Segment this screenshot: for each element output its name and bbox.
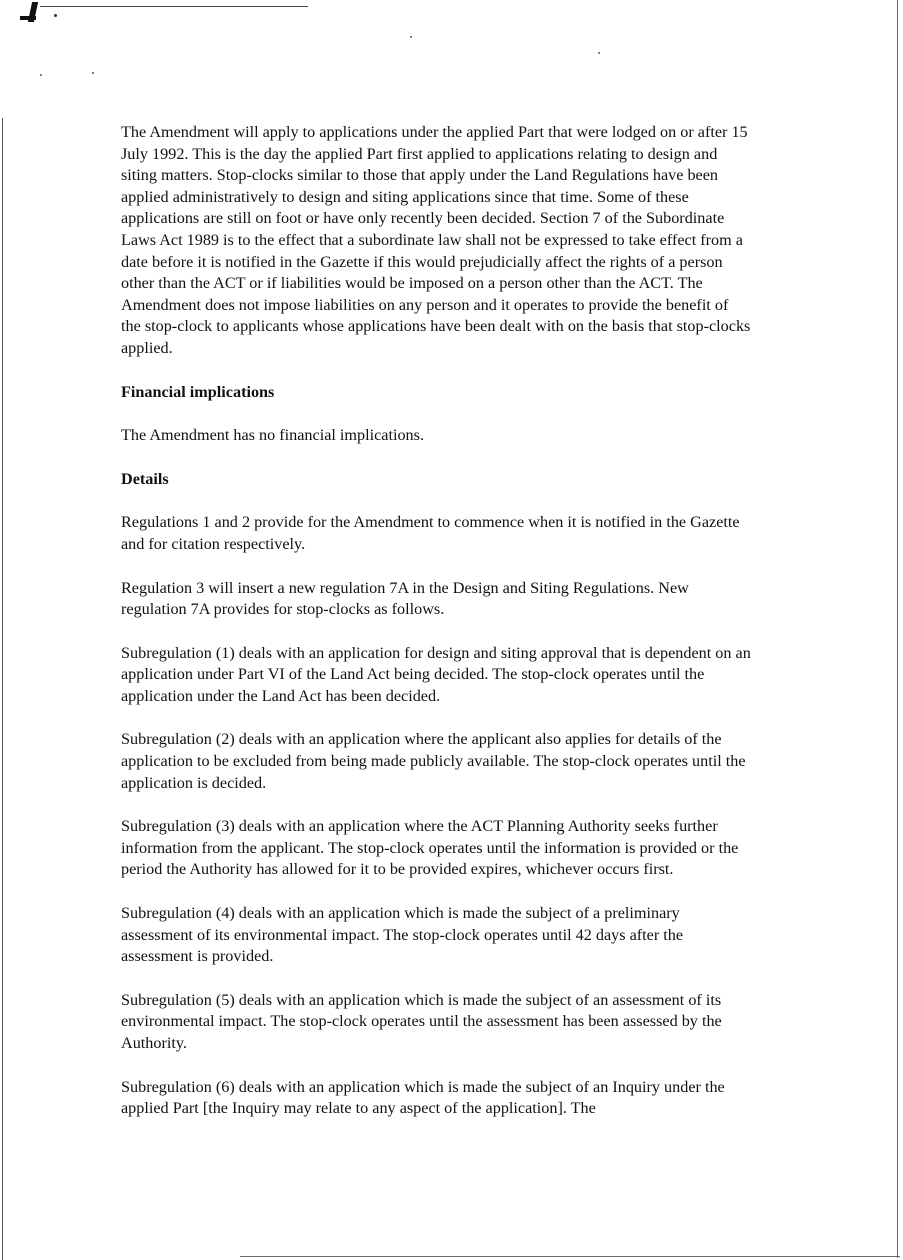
- details-paragraph-subregulation-1: Subregulation (1) deals with an application for design and siting approval that is dependent on an application under Part VI of the Land Act being decided. The stop-clock operates until the application under the Land Act has been decided.: [121, 643, 751, 705]
- details-paragraph-subregulation-4: Subregulation (4) deals with an application which is made the subject of a preliminary assessment of its environmental impact. The stop-clock operates until 42 days after the assessment is provided.: [121, 904, 684, 966]
- details-paragraph-regulation-3: Regulation 3 will insert a new regulation 7A in the Design and Siting Regulations. New regulation 7A provides for stop-clocks as follows.: [121, 578, 689, 619]
- scan-speck: [598, 52, 600, 54]
- scan-edge-left: [2, 118, 3, 1260]
- scan-speck: [40, 74, 42, 76]
- financial-heading: Financial implications: [121, 382, 275, 401]
- details-heading: Details: [121, 469, 169, 488]
- details-paragraph-subregulation-3: Subregulation (3) deals with an application where the ACT Planning Authority seeks further information from the applicant. The stop-clock operates until the information is provided or the period the Authority has allowed for it to be provided expires, whichever occurs first.: [121, 817, 739, 879]
- details-paragraph-commencement: Regulations 1 and 2 provide for the Amendment to commence when it is notified in the Gazette and for citation respectively.: [121, 513, 740, 553]
- details-paragraph-subregulation-2: Subregulation (2) deals with an application where the applicant also applies for details of the application to be excluded from being made publicly available. The stop-clock operates until the application is decided.: [121, 730, 746, 792]
- details-paragraph-subregulation-5: Subregulation (5) deals with an application which is made the subject of an assessment of its environmental impact. The stop-clock operates until the assessment has been assessed by the Authority.: [121, 990, 722, 1052]
- scan-edge-right: [897, 0, 898, 1258]
- details-paragraph-subregulation-6: Subregulation (6) deals with an application which is made the subject of an Inquiry under the applied Part [the Inquiry may relate to any aspect of the application]. The: [121, 1077, 725, 1118]
- scan-speck: [92, 72, 94, 74]
- scan-edge-top: [40, 6, 308, 7]
- corner-scan-mark: [14, 0, 48, 26]
- financial-paragraph: The Amendment has no financial implications.: [121, 426, 424, 445]
- scan-edge-bottom: [240, 1256, 900, 1257]
- scan-speck: [410, 36, 412, 38]
- document-body: [121, 122, 751, 1120]
- intro-paragraph: The Amendment will apply to applications under the applied Part that were lodged on or after 15 July 1992. This is the day the applied Part first applied to applications relating to design and siting matters. Stop-clocks similar to those that apply under the Land Regulations have been applied administratively to design and siting applications since that time. Some of these applications are still on foot or have only recently been decided. Section 7 of the Subordinate Laws Act 1989 is to the effect that a subordinate law shall not be expressed to take effect from a date before it is notified in the Gazette if this would prejudicially affect the rights of a person other than the ACT or if liabilities would be imposed on a person other than the ACT. The Amendment does not impose liabilities on any person and it operates to provide the benefit of the stop-clock to applicants whose applications have been dealt with on the basis that stop-clocks applied.: [121, 123, 751, 357]
